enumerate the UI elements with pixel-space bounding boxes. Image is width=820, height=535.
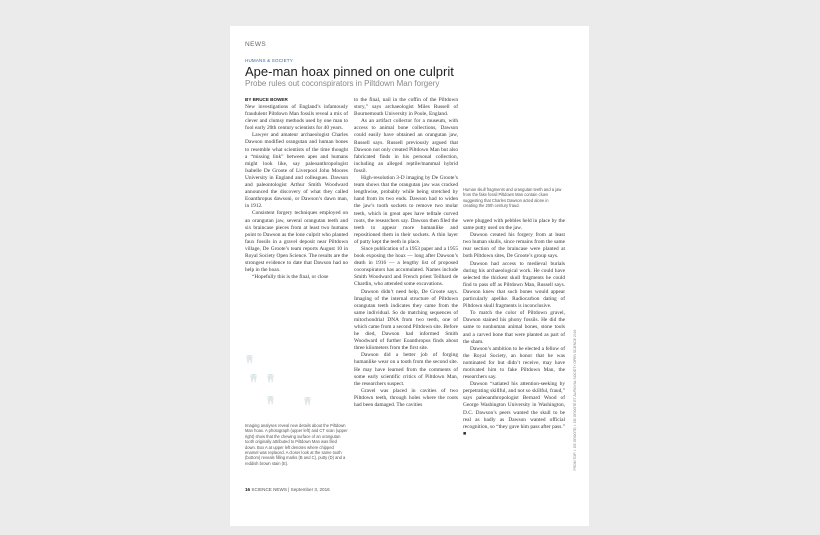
paragraph: Dawson didn’t need help, De Groote says. Imaging of the internal structure of Piltdown orangutan teeth indicates they came from the same individual. So do matching sequences of mitochondrial DNA from two teeth, one of which came from a second Piltdown site. Before he died, Dawson had informed Smith Woodward of further Eoanthropus finds about three kilometers from the first site. <box>354 288 458 352</box>
caption-skull: Human skull fragments and orangutan teeth and a jaw from the fake fossil Piltdown Man contain clues suggesting that Charles Dawson acted alone in creating the 20th century fraud. <box>463 187 562 209</box>
photo-credit <box>570 326 575 476</box>
tooth-icon: 🦷 <box>265 374 276 383</box>
paragraph: High-resolution 3-D imaging by De Groote’s team shows that the orangutan jaw was cracked lengthwise, probably while being stretched by hand from its two ends. Dawson had to widen the jaw’s tooth sockets to remove two molar teeth, which in great apes have telltale curved roots, the researchers say. Dawson then filed the teeth to appear more humanlike and repositioned them in their sockets. A thin layer of putty kept the teeth in place. <box>354 175 458 245</box>
paragraph: As an artifact collector for a museum, with access to animal bone collections, Dawson could easily have obtained an orangutan jaw, Russell says. Russell previously argued that Dawson not only created Piltdown Man but also fabricated finds in his personal collection, including an alleged reptile/mammal hybrid fossil. <box>354 118 458 174</box>
tooth-figure <box>245 351 348 419</box>
tooth-icon: 🦷 <box>302 397 313 406</box>
headline: Ape-man hoax pinned on one culprit <box>245 64 454 79</box>
paragraph: Dawson created his forgery from at least two human skulls, since remains from the same rear section of the braincase were planted at both Piltdown sites, De Groote’s group says. <box>463 232 565 260</box>
column-2 <box>354 97 458 409</box>
paragraph: Lawyer and amateur archaeologist Charles Dawson modified orangutan and human bones to resemble what scientists of the time thought a “missing link” between apes and humans might look like, say paleoanthropologist Isabelle De Groote of Liverpool John Moores University in England and colleagues. Dawson and paleontologist Arthur Smith Woodward announced the discovery of what they called Eoanthropus dawsoni, or Dawson’s dawn man, in 1912. <box>245 132 348 210</box>
tooth-icon: 🦷 <box>265 396 276 405</box>
paragraph: Dawson had access to medieval burials during his archaeological work. He could have selected the thickest skull fragments he could find to pass off as Piltdown Man, Russell says. Dawson knew that such bones would appear particularly apelike. Radiocarbon dating of Piltdown skull fragments is inconclusive. <box>463 260 565 310</box>
photo-credit-text: FROM TOP: I. DE GROOTE; I. DE GROOTE ET AL/ROYAL SOCIETY OPEN SCIENCE 2016 <box>573 329 577 471</box>
tooth-icon: 🦷 <box>244 355 255 364</box>
paragraph: Since publication of a 1953 paper and a 1955 book exposing the hoax — long after Dawson’s death in 1916 — a lengthy list of proposed coconspirators has accumulated. Names include Smith Woodward and French priest Teilhard de Chardin, who attended some excavations. <box>354 245 458 288</box>
column-3 <box>463 218 565 438</box>
paragraph: New investigations of England’s infamously fraudulent Piltdown Man fossils reveal a mix of clever and clumsy methods used by one man to fool early 20th century scientists for 40 years. <box>245 104 348 132</box>
paragraph: to the final, nail in the coffin of the Piltdown story,” says archaeologist Miles Russell of Bournemouth University in Poole, England. <box>354 97 458 118</box>
paragraph: To match the color of Piltdown gravel, Dawson stained his phony fossils. He did the same to nonhuman animal bones, stone tools and a carved bone that were planted as part of the sham. <box>463 310 565 345</box>
magazine-page <box>230 26 589 526</box>
kicker: HUMANS & SOCIETY <box>245 58 293 63</box>
paragraph: Dawson’s ambition to be elected a fellow of the Royal Society, an honor that he was nominated for but didn’t receive, may have motivated him to fake Piltdown Man, the researchers say. <box>463 345 565 381</box>
paragraph: Dawson “satiated his attention-seeking by perpetrating skillful, and not so skillful, fraud,” says paleoanthropologist Bernard Wood of George Washington University in Washington, D.C. Dawson’s peers wanted the skull to be real as badly as Dawson wanted official recognition, so “they gave him pass after pass.” ■ <box>463 381 565 437</box>
section-label: NEWS <box>245 41 267 48</box>
column-1 <box>245 104 348 281</box>
caption-tooth: Imaging analyses reveal new details about the Piltdown Man hoax. A photograph (upper left) and CT scan (upper right) show that the chewing surface of an orangutan tooth originally attributed to Piltdown Man was filed down. Box A at upper left denotes where chipped enamel was replaced. A closer look at the same tooth (bottom) reveals filling marks (B and C), putty (D) and a reddish brown stain (E). <box>245 423 348 466</box>
page-number: 16 <box>245 487 251 492</box>
deck: Probe rules out coconspirators in Piltdown Man forgery <box>245 79 440 88</box>
paragraph: Gravel was placed in cavities of two Piltdown teeth, through holes where the roots had been damaged. The cavities <box>354 387 458 409</box>
byline: BY BRUCE BOWER <box>245 97 288 102</box>
paragraph: Consistent forgery techniques employed on an orangutan jaw, several orangutan teeth and six braincase pieces from at least two humans point to Dawson as the lone culprit who planted faux fossils in a gravel deposit near Piltdown village, De Groote’s team reports August 10 in Royal Society Open Science. The results are the strongest evidence to date that Dawson had no help in the hoax. <box>245 210 348 274</box>
tooth-icon: 🦷 <box>248 374 259 383</box>
folio-text: SCIENCE NEWS | September 3, 2016 <box>251 487 330 492</box>
paragraph: “Hopefully this is the final, or close <box>252 274 329 281</box>
paragraph: Dawson did a better job of forging humanlike wear on a tooth from the second site. He may have learned from the comments of some early scientific critics of Piltdown Man, the researchers suspect. <box>354 352 458 387</box>
folio <box>245 487 330 492</box>
paragraph: were plugged with pebbles held in place by the same putty used on the jaw. <box>463 218 565 232</box>
